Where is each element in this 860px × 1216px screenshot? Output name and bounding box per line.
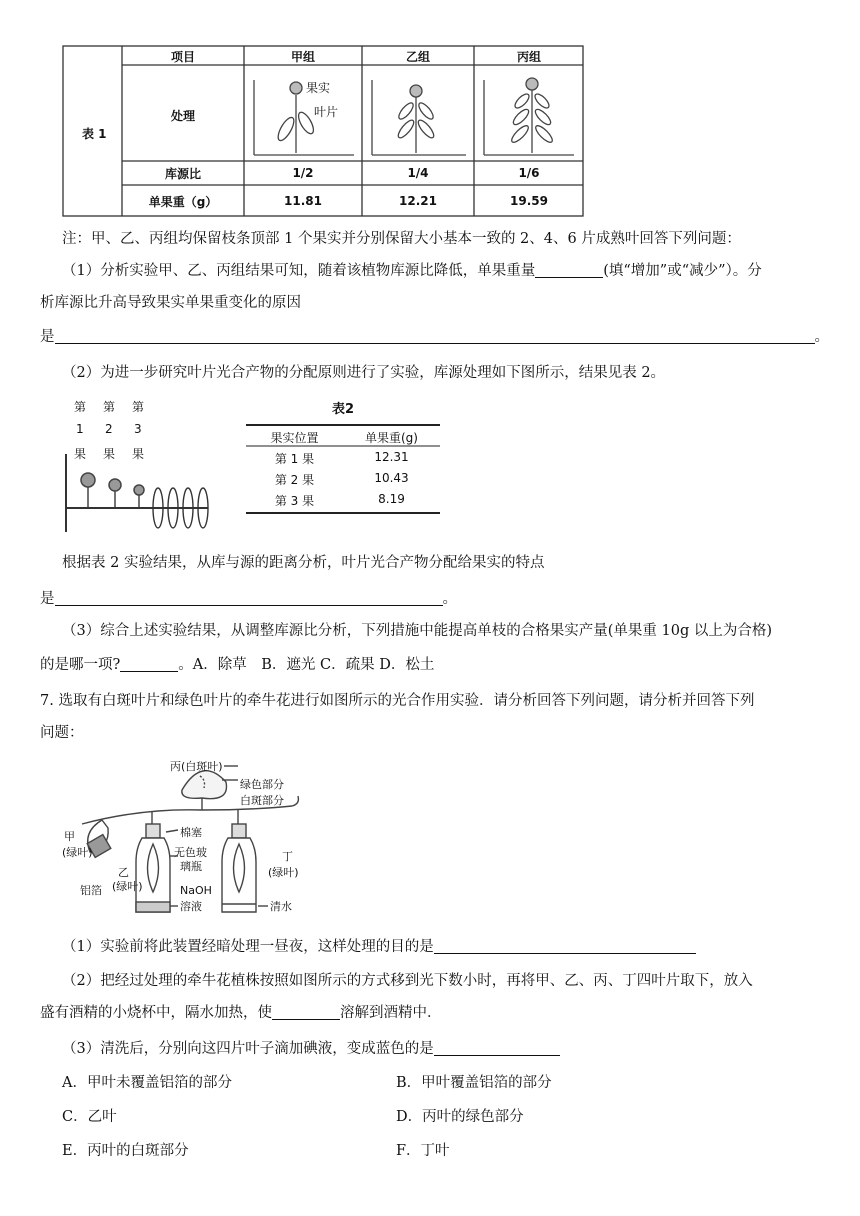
table-2-row-1-val: 12.31 [374, 450, 409, 464]
q2-after-line2 [40, 588, 830, 610]
q7-s1-text: （1）实验前将此装置经暗处理一昼夜，这样处理的目的是 [62, 939, 434, 955]
q7-label-jia2: (绿叶) [62, 846, 93, 859]
ratio-b: 1/4 [407, 166, 429, 180]
fruit-label-2-c: 果 [103, 447, 116, 461]
q7-s3 [62, 1038, 852, 1060]
q7-label-ding2: (绿叶) [268, 866, 299, 879]
q7-plant-figure [62, 752, 302, 920]
q7-option-e[interactable]: E．丙叶的白斑部分 [62, 1143, 189, 1159]
q7-label-yi: 乙 [118, 866, 129, 879]
q7-s2-line1: （2）把经过处理的牵牛花植株按照如图所示的方式移到光下数小时，再将甲、乙、丙、丁四叶片取下，放入 [62, 973, 753, 989]
fruit-label-1-c: 果 [74, 447, 87, 461]
q1-blank-2[interactable] [55, 327, 815, 344]
q7-line2: 问题： [40, 725, 84, 741]
table-2-row-3-pos: 第 3 果 [274, 494, 315, 508]
plant-group-b-icon [372, 80, 466, 155]
table-2-row-3-val: 8.19 [378, 492, 405, 506]
table-1-header-item: 项目 [170, 50, 195, 64]
q7-option-f[interactable]: F．丁叶 [396, 1143, 450, 1159]
q2-intro: （2）为进一步研究叶片光合产物的分配原则进行了实验，库源处理如下图所示，结果见表 2。 [62, 365, 666, 381]
q7-label-naoh1: NaOH [180, 884, 212, 897]
q3-line2-text-b: 。A．除草 B．遮光 C．疏果 D．松土 [178, 657, 435, 673]
q7-blank-1[interactable] [434, 937, 696, 954]
q2-blank[interactable] [55, 589, 443, 606]
q7-label-green-part: 绿色部分 [240, 778, 284, 791]
q1-line3-text-a: 是 [40, 329, 55, 345]
q1-line3 [40, 326, 830, 348]
q7-s2-text-b: 盛有酒精的小烧杯中，隔水加热，使 [40, 1005, 272, 1021]
table-1-header-b: 乙组 [405, 50, 430, 64]
q1-line1-text-a: （1）分析实验甲、乙、丙组结果可知，随着该植物库源比降低，单果重量 [62, 263, 536, 279]
q7-label-bing: 丙(白斑叶) [170, 760, 223, 773]
q7-label-cotton: 棉塞 [180, 826, 202, 839]
fruit-label-3-b: 3 [134, 422, 142, 436]
q2-after-line1: 根据表 2 实验结果，从库与源的距离分析，叶片光合产物分配给果实的特点 [62, 555, 545, 571]
q7-label-white-part: 白斑部分 [240, 794, 284, 807]
q2-fruit-figure [62, 394, 212, 536]
table-1-row-ratio: 库源比 [164, 167, 201, 181]
q3-line2 [40, 654, 830, 676]
q7-option-b[interactable]: B．甲叶覆盖铝箔的部分 [396, 1075, 552, 1091]
weight-b: 12.21 [399, 194, 437, 208]
q7-s2-line2 [40, 1002, 830, 1024]
q7-option-d[interactable]: D．丙叶的绿色部分 [396, 1109, 524, 1125]
q7-label-bottle1: 无色玻 [174, 846, 207, 859]
fig-label-fruit: 果实 [306, 81, 331, 95]
table-1-header-c: 丙组 [516, 50, 541, 64]
q2-after-text-b: 是 [40, 591, 55, 607]
table-2-header-position: 果实位置 [270, 431, 319, 445]
q3-blank[interactable] [120, 655, 178, 672]
weight-c: 19.59 [510, 194, 548, 208]
q7-label-foil: 铝箔 [80, 884, 102, 897]
q1-line3-text-b: 。 [814, 329, 829, 345]
q7-label-naoh2: 溶液 [180, 900, 202, 913]
q1-line1 [62, 260, 852, 282]
q3-line2-text-a: 的是哪一项? [40, 657, 121, 673]
q7-option-a[interactable]: A．甲叶未覆盖铝箔的部分 [62, 1075, 232, 1091]
q7-s3-text: （3）清洗后，分别向这四片叶子滴加碘液，变成蓝色的是 [62, 1041, 434, 1057]
table-1-note: 注：甲、乙、丙组均保留枝条顶部 1 个果实并分别保留大小基本一致的 2、4、6 片成熟叶回答下列问题： [62, 231, 741, 247]
table-1-svg [62, 45, 584, 217]
table-1-figure [62, 45, 584, 217]
table-1-header-a: 甲组 [290, 50, 315, 64]
q7-option-c[interactable]: C．乙叶 [62, 1109, 117, 1125]
q7-s1 [62, 936, 852, 958]
q7-line1: 7. 选取有白斑叶片和绿色叶片的牵牛花进行如图所示的光合作用实验．请分析回答下列问题，请分析并回答下列 [40, 693, 755, 709]
table-2-row-2-val: 10.43 [374, 471, 409, 485]
fruit-label-2-a: 第 [103, 400, 116, 414]
fruit-label-1-b: 1 [76, 422, 84, 436]
q2-after-text-c: 。 [442, 591, 457, 607]
table-2 [246, 398, 440, 516]
q7-blank-3[interactable] [434, 1039, 560, 1056]
q1-line1-text-b: (填“增加”或“减少”）。分 [603, 263, 762, 279]
plant-group-a-icon [254, 80, 354, 155]
fruit-label-3-a: 第 [132, 400, 145, 414]
q3-line1: （3）综合上述实验结果，从调整库源比分析，下列措施中能提高单枝的合格果实产量(单果重 10g 以上为合格) [62, 623, 772, 639]
plant-group-c-icon [484, 78, 574, 155]
table-1-label: 表 1 [82, 127, 107, 141]
weight-a: 11.81 [284, 194, 322, 208]
table-2-row-2-pos: 第 2 果 [274, 473, 315, 487]
q7-label-jia: 甲 [64, 830, 75, 843]
table-1-row-weight: 单果重（g） [148, 195, 218, 209]
q7-label-ding: 丁 [282, 850, 293, 863]
q7-label-water: 清水 [270, 900, 292, 913]
q2-branch-svg [62, 394, 212, 536]
q7-label-bottle2: 璃瓶 [180, 860, 202, 873]
fig-label-leaf: 叶片 [314, 105, 339, 119]
fruit-label-3-c: 果 [132, 447, 145, 461]
q7-label-yi2: (绿叶) [112, 880, 143, 893]
fruit-label-1-a: 第 [74, 400, 87, 414]
q7-s2-text-c: 溶解到酒精中． [340, 1005, 442, 1021]
table-1-row-treatment: 处理 [170, 109, 195, 123]
q1-line2: 析库源比升高导致果实单果重变化的原因 [40, 295, 301, 311]
table-2-row-1-pos: 第 1 果 [274, 452, 315, 466]
table-2-header-weight: 单果重(g) [365, 431, 418, 445]
q7-blank-2[interactable] [272, 1003, 340, 1020]
fruit-label-2-b: 2 [105, 422, 113, 436]
table-2-title: 表2 [331, 402, 355, 417]
q1-blank-1[interactable] [535, 261, 603, 278]
ratio-a: 1/2 [292, 166, 314, 180]
ratio-c: 1/6 [518, 166, 540, 180]
